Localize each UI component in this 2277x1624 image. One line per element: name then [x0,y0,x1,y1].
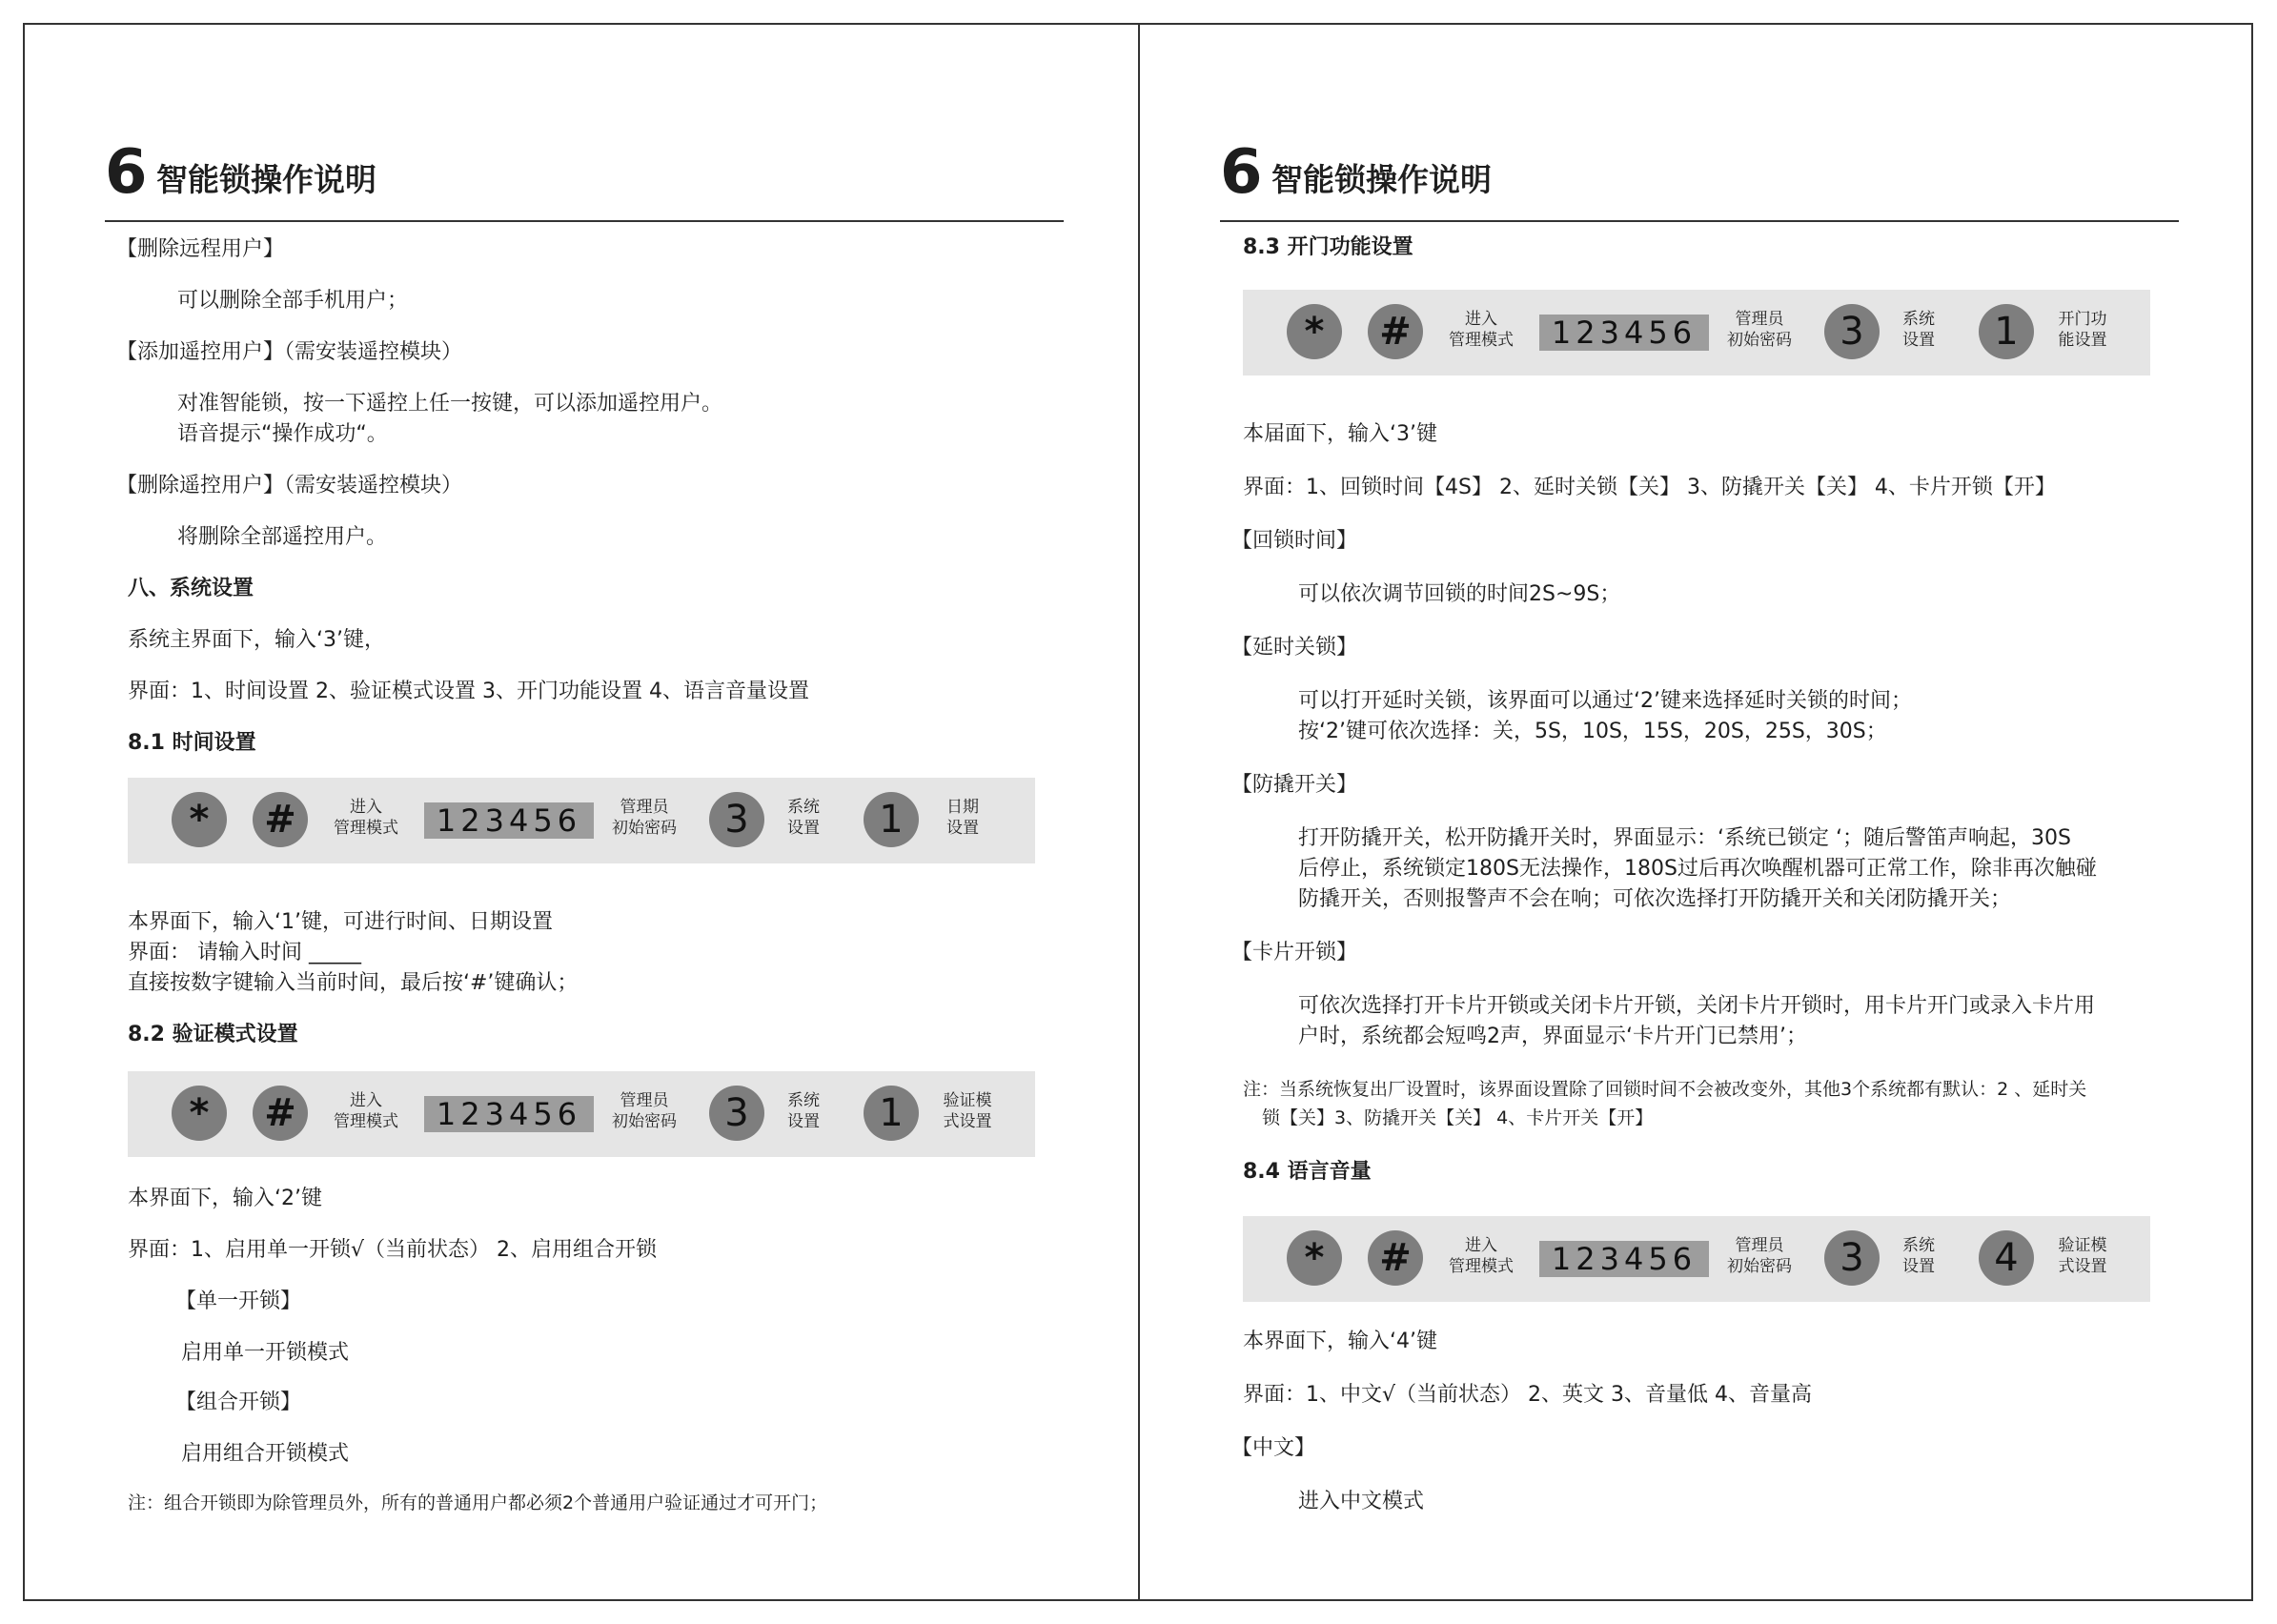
s84-line1: 本界面下，输入‘4’键 [1243,1330,1437,1353]
tamper-body1: 打开防撬开关，松开防撬开关时，界面显示：‘系统已锁定 ‘；随后警笛声响起，30S [1298,826,2071,850]
star-key-icon: * [1287,304,1342,359]
chapter-number: 6 [105,137,148,208]
section-8-title: 八、系统设置 [128,577,254,600]
door-function-label: 开门功 能设置 [2058,310,2107,350]
keypad-diagram-verify [128,1071,1035,1157]
del-rc-title: 【删除遥控用户】（需安装遥控模块） [116,474,463,497]
combo-unlock-body: 启用组合开锁模式 [181,1442,350,1466]
s83-line1: 本届面下，输入‘3’键 [1243,422,1437,446]
left-page [105,23,1058,1601]
card-body2: 户时，系统都会短鸣2声，界面显示‘卡片开门已禁用’； [1298,1025,1807,1048]
date-settings-label: 日期 设置 [946,798,979,838]
star-key-icon: * [172,792,227,847]
admin-password-display: 123456 [1539,1241,1709,1277]
hash-key-icon: # [1368,304,1423,359]
combo-unlock-title: 【组合开锁】 [175,1391,302,1414]
delay-body2: 按‘2’键可依次选择：关，5S，10S，15S，20S，25S，30S； [1298,720,1887,743]
s81-line2: 界面： 请输入时间 _____ [128,941,361,964]
add-rc-body1: 对准智能锁，按一下遥控上任一按键，可以添加遥控用户。 [177,392,723,416]
s82-line1: 本界面下，输入‘2’键 [128,1187,322,1210]
single-unlock-body: 启用单一开锁模式 [181,1341,350,1365]
del-remote-title: 【删除远程用户】 [116,237,285,261]
enter-admin-label: 进入 管理模式 [334,1091,398,1131]
admin-password-display: 123456 [424,1096,594,1132]
section-8-1-title: 8.1 时间设置 [128,731,256,755]
key-3-icon: 3 [709,792,764,847]
relock-title: 【回锁时间】 [1231,529,1358,553]
factory-note1: 注：当系统恢复出厂设置时，该界面设置除了回锁时间不会被改变外，其他3个系统都有默认：2 、延时关 [1243,1079,2087,1100]
tamper-title: 【防撬开关】 [1231,773,1358,797]
chapter-header [105,130,1064,222]
star-key-icon: * [1287,1230,1342,1286]
card-body1: 可依次选择打开卡片开锁或关闭卡片开锁，关闭卡片开锁时，用卡片开门或录入卡片用 [1298,994,2096,1018]
s83-line2: 界面：1、回锁时间【4S】 2、延时关锁【关】 3、防撬开关【关】 4、卡片开锁【开】 [1243,476,2056,499]
key-3-icon: 3 [1824,304,1880,359]
chapter-number: 6 [1220,137,1263,208]
del-remote-body: 可以删除全部手机用户； [177,289,409,313]
section-8-2-title: 8.2 验证模式设置 [128,1023,298,1046]
admin-initial-password-label: 管理员 初始密码 [612,1091,677,1131]
delay-title: 【延时关锁】 [1231,636,1358,660]
language-volume-label: 验证模 式设置 [2058,1236,2107,1276]
enter-admin-label: 进入 管理模式 [1449,310,1514,350]
chapter-title: 智能锁操作说明 [156,161,376,198]
admin-initial-password-label: 管理员 初始密码 [612,798,677,838]
admin-initial-password-label: 管理员 初始密码 [1727,1236,1792,1276]
card-title: 【卡片开锁】 [1231,941,1358,964]
single-unlock-title: 【单一开锁】 [175,1289,302,1313]
factory-note2: 锁【关】3、防撬开关【关】 4、卡片开关【开】 [1262,1107,1654,1128]
chinese-title: 【中文】 [1231,1436,1316,1460]
verify-mode-label: 验证模 式设置 [943,1091,992,1131]
enter-admin-label: 进入 管理模式 [334,798,398,838]
hash-key-icon: # [253,1086,308,1141]
key-4-icon: 4 [1979,1230,2034,1286]
add-rc-title: 【添加遥控用户】（需安装遥控模块） [116,340,463,364]
tamper-body3: 防撬开关，否则报警声不会在响；可依次选择打开防撬开关和关闭防撬开关； [1298,887,2012,911]
key-1-icon: 1 [1979,304,2034,359]
key-3-icon: 3 [709,1086,764,1141]
s84-line2: 界面：1、中文√（当前状态） 2、英文 3、音量低 4、音量高 [1243,1383,1812,1407]
admin-password-display: 123456 [1539,315,1709,351]
add-rc-body2: 语音提示“操作成功“。 [177,422,388,446]
right-page [1220,23,2173,1601]
page-spine [1138,23,1140,1601]
delay-body1: 可以打开延时关锁，该界面可以通过‘2’键来选择延时关锁的时间； [1298,689,1912,713]
s81-line1: 本界面下，输入‘1’键，可进行时间、日期设置 [128,910,553,934]
enter-admin-label: 进入 管理模式 [1449,1236,1514,1276]
del-rc-body: 将删除全部遥控用户。 [177,525,388,549]
system-settings-label: 系统 设置 [1902,310,1935,350]
admin-password-display: 123456 [424,802,594,839]
section-8-line2: 界面：1、时间设置 2、验证模式设置 3、开门功能设置 4、语言音量设置 [128,680,809,703]
chapter-title: 智能锁操作说明 [1271,161,1492,198]
star-key-icon: * [172,1086,227,1141]
s82-line2: 界面：1、启用单一开锁√（当前状态） 2、启用组合开锁 [128,1238,658,1262]
admin-initial-password-label: 管理员 初始密码 [1727,310,1792,350]
key-1-icon: 1 [864,792,919,847]
s81-line3: 直接按数字键输入当前时间，最后按‘#’键确认； [128,971,579,995]
section-8-line1: 系统主界面下，输入‘3’键， [128,628,385,652]
system-settings-label: 系统 设置 [1902,1236,1935,1276]
system-settings-label: 系统 设置 [787,1091,820,1131]
keypad-diagram-language [1243,1216,2150,1302]
system-settings-label: 系统 设置 [787,798,820,838]
tamper-body2: 后停止，系统锁定180S无法操作，180S过后再次唤醒机器可正常工作，除非再次触碰 [1298,857,2097,881]
chinese-body: 进入中文模式 [1298,1490,1425,1513]
section-8-3-title: 8.3 开门功能设置 [1243,235,1413,259]
key-1-icon: 1 [864,1086,919,1141]
keypad-diagram-door [1243,290,2150,376]
section-8-4-title: 8.4 语言音量 [1243,1160,1372,1184]
keypad-diagram-time [128,778,1035,863]
relock-body: 可以依次调节回锁的时间2S~9S； [1298,582,1621,606]
combo-note: 注：组合开锁即为除管理员外，所有的普通用户都必须2个普通用户验证通过才可开门； [128,1492,828,1513]
chapter-header [1220,130,2179,222]
key-3-icon: 3 [1824,1230,1880,1286]
hash-key-icon: # [253,792,308,847]
hash-key-icon: # [1368,1230,1423,1286]
